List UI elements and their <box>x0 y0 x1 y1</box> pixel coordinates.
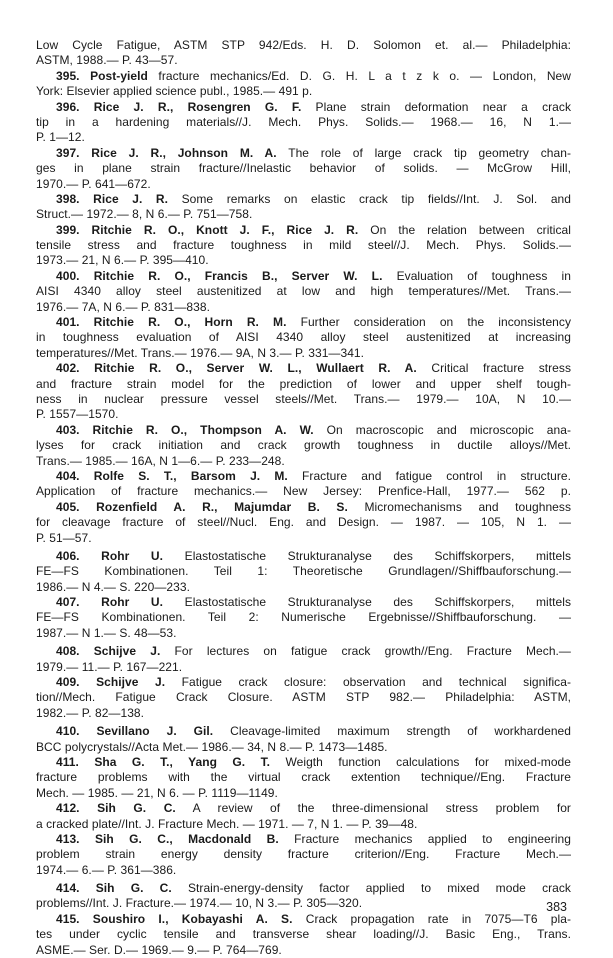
reference-text: a cracked plate//Int. J. Fracture Mech. — 1971. — 7, N 1. — P. 39—48. <box>36 816 418 831</box>
reference-text: On macroscopic and microscopic ana- <box>313 422 571 437</box>
reference-head: 415. Soushiro I., Kobayashi A. S. <box>56 911 293 926</box>
reference-entry-cont <box>36 38 571 69</box>
reference-line <box>36 912 571 927</box>
reference-text: Fracture and fatigue control in structure. <box>287 468 571 483</box>
reference-head: 409. Schijve J. <box>56 675 166 690</box>
reference-line <box>36 500 571 515</box>
reference-text: Cleavage-limited maximum strength of workhardened <box>213 724 571 739</box>
reference-line <box>36 161 571 176</box>
reference-text: tensile stress and fracture toughness in mild steel//J. Mech. Phys. Solids.— <box>36 238 571 253</box>
reference-text: Micromechanisms and toughness <box>347 499 572 514</box>
reference-entry-411 <box>36 755 571 801</box>
reference-line <box>36 644 571 659</box>
reference-line <box>36 881 571 896</box>
reference-line <box>36 549 571 564</box>
reference-entry-395 <box>36 69 571 100</box>
reference-head: 405. Rozenfield A. R., Majumdar B. S. <box>56 499 348 514</box>
reference-entry-407 <box>36 595 571 641</box>
reference-line <box>36 346 571 361</box>
reference-line <box>36 580 571 595</box>
reference-entry-408 <box>36 644 571 675</box>
reference-line <box>36 847 571 862</box>
reference-line <box>36 207 571 222</box>
reference-text: tion//Mech. Fatigue Crack Closure. ASTM STP 982.— Philadelphia: ASTM, <box>36 690 571 705</box>
reference-text: Further consideration on the inconsistency <box>286 315 571 330</box>
reference-text: ASTM, 1988.— P. 43—57. <box>36 53 178 68</box>
reference-entry-399 <box>36 223 571 269</box>
reference-line <box>36 484 571 499</box>
reference-text: for cleavage fracture of steel//Nucl. Eng. and Design. — 1987. — 105, N 1. — <box>36 515 571 530</box>
reference-line <box>36 407 571 422</box>
reference-entry-401 <box>36 315 571 361</box>
reference-text: Evaluation of toughness in <box>382 268 571 283</box>
reference-text: problems//Int. J. Fracture.— 1974.— 10, N 3.— P. 305—320. <box>36 896 363 911</box>
reference-text: For lectures on fatigue crack growth//Eng. Fracture Mech.— <box>160 644 571 659</box>
reference-text: Fatigue crack closure: observation and technical significa- <box>165 675 571 690</box>
reference-line <box>36 690 571 705</box>
reference-text: Trans.— 1985.— 16A, N 1—6.— P. 233—248. <box>36 453 285 468</box>
reference-entry-404 <box>36 469 571 500</box>
reference-text: ges in plane strain fracture//Inelastic behavior of solids. — McGrow Hill, <box>36 161 571 176</box>
reference-line <box>36 786 571 801</box>
reference-text: tes under cyclic tensile and transverse shear loading//J. Basic Eng., Trans. <box>36 927 571 942</box>
reference-line <box>36 146 571 161</box>
reference-line <box>36 361 571 376</box>
reference-line <box>36 377 571 392</box>
reference-head: 401. Ritchie R. O., Horn R. M. <box>56 315 287 330</box>
reference-text: P. 1—12. <box>36 130 85 145</box>
reference-line <box>36 177 571 192</box>
reference-text: On the relation between critical <box>358 222 571 237</box>
reference-head: 400. Ritchie R. O., Francis B., Server W. L. <box>56 268 383 283</box>
reference-entry-403 <box>36 423 571 469</box>
reference-line <box>36 675 571 690</box>
reference-text: A review of the three-dimensional stress problem for <box>175 801 571 816</box>
reference-line <box>36 238 571 253</box>
reference-text: AISI 4340 alloy steel austenitized at low and high temperatures//Met. Trans.— <box>36 284 571 299</box>
reference-list <box>36 38 571 958</box>
reference-text: P. 51—57. <box>36 530 92 545</box>
reference-head: 396. Rice J. R., Rosengren G. F. <box>56 99 302 114</box>
reference-text: tip in a hardening materials//J. Mech. Phys. Solids.— 1968.— 16, N 1.— <box>36 114 571 129</box>
reference-text: ASME.— Ser. D.— 1969.— 9.— P. 764—769. <box>36 942 282 957</box>
reference-entry-402 <box>36 361 571 423</box>
reference-line <box>36 438 571 453</box>
reference-line <box>36 801 571 816</box>
reference-line <box>36 315 571 330</box>
reference-line <box>36 454 571 469</box>
reference-entry-396 <box>36 100 571 146</box>
reference-entry-397 <box>36 146 571 192</box>
reference-line <box>36 724 571 739</box>
reference-entry-405 <box>36 500 571 546</box>
reference-text: Plane strain deformation near a crack <box>301 99 571 114</box>
reference-line <box>36 706 571 721</box>
reference-line <box>36 531 571 546</box>
reference-line <box>36 300 571 315</box>
reference-head: 395. Post-yield <box>56 68 148 83</box>
reference-line <box>36 896 571 911</box>
reference-head: 414. Sih G. C. <box>56 881 172 896</box>
reference-line <box>36 192 571 207</box>
reference-head: 397. Rice J. R., Johnson M. A. <box>56 145 277 160</box>
reference-line <box>36 595 571 610</box>
reference-head: 407. Rohr U. <box>56 595 164 610</box>
reference-entry-410 <box>36 724 571 755</box>
reference-text: York: Elsevier applied science publ., 1985.— 491 p. <box>36 84 313 99</box>
reference-line <box>36 660 571 675</box>
reference-text: Fracture mechanics applied to engineering <box>278 831 571 846</box>
reference-text: 1976.— 7A, N 6.— P. 831—838. <box>36 299 210 314</box>
reference-line <box>36 223 571 238</box>
reference-text: Struct.— 1972.— 8, N 6.— P. 751—758. <box>36 207 253 222</box>
reference-text: Application of fracture mechanics.— New Jersey: Prenfice-Hall, 1977.— 562 p. <box>36 484 571 499</box>
reference-text: 1986.— N 4.— S. 220—233. <box>36 579 190 594</box>
reference-line <box>36 863 571 878</box>
reference-entry-413 <box>36 832 571 878</box>
reference-text: P. 1557—1570. <box>36 407 119 422</box>
reference-text: 1987.— N 1.— S. 48—53. <box>36 625 177 640</box>
reference-text: fracture problems with the virtual crack extention technique//Eng. Fracture <box>36 770 571 785</box>
reference-line <box>36 770 571 785</box>
reference-line <box>36 130 571 145</box>
reference-line <box>36 284 571 299</box>
reference-entry-409 <box>36 675 571 721</box>
reference-text: temperatures//Met. Trans.— 1976.— 9A, N 3.— P. 331—341. <box>36 345 365 360</box>
reference-line <box>36 53 571 68</box>
reference-text: 1979.— 11.— P. 167—221. <box>36 659 183 674</box>
reference-text: 1973.— 21, N 6.— P. 395—410. <box>36 253 209 268</box>
reference-text: 1974.— 6.— P. 361—386. <box>36 862 177 877</box>
reference-text: and fracture strain model for the prediction of lower and upper shelf tough- <box>36 376 571 391</box>
reference-text: 1982.— P. 82—138. <box>36 705 145 720</box>
reference-text: in toughness evaluation of AISI 4340 alloy steel austenitized at increasing <box>36 330 571 345</box>
reference-line <box>36 817 571 832</box>
reference-entry-414 <box>36 881 571 912</box>
reference-line <box>36 755 571 770</box>
reference-line <box>36 832 571 847</box>
reference-line <box>36 740 571 755</box>
reference-text: Elastostatische Strukturanalyse des Schiffskorpers, mittels <box>163 595 571 610</box>
reference-text: Elastostatische Strukturanalyse des Schiffskorpers, mittels <box>163 548 571 563</box>
reference-text: BCC polycrystals//Acta Met.— 1986.— 34, N 8.— P. 1473—1485. <box>36 739 388 754</box>
reference-head: 410. Sevillano J. Gil. <box>56 724 214 739</box>
reference-entry-398 <box>36 192 571 223</box>
reference-line <box>36 927 571 942</box>
reference-line <box>36 38 571 53</box>
reference-text: Strain-energy-density factor applied to mixed mode crack <box>171 881 571 896</box>
reference-line <box>36 943 571 958</box>
reference-entry-400 <box>36 269 571 315</box>
reference-line <box>36 515 571 530</box>
reference-text: The role of large crack tip geometry chan- <box>276 145 571 160</box>
reference-line <box>36 69 571 84</box>
reference-text: Mech. — 1985. — 21, N 6. — P. 1119—1149. <box>36 785 278 800</box>
reference-text: problem strain energy density fracture criterion//Eng. Fracture Mech.— <box>36 847 571 862</box>
reference-text: Weigth function calculations for mixed-mode <box>270 754 571 769</box>
reference-line <box>36 253 571 268</box>
reference-text: lyses for crack initiation and crack growth toughness in ductile alloys//Met. <box>36 438 571 453</box>
reference-head: 404. Rolfe S. T., Barsom J. M. <box>56 468 288 483</box>
reference-text: Low Cycle Fatigue, ASTM STP 942/Eds. H. D. Solomon et. al.— Philadelphia: <box>36 38 571 52</box>
reference-head: 402. Ritchie R. O., Server W. L., Wullaert R. A. <box>56 361 417 376</box>
reference-entry-412 <box>36 801 571 832</box>
reference-line <box>36 100 571 115</box>
reference-line <box>36 269 571 284</box>
reference-head: 406. Rohr U. <box>56 548 164 563</box>
reference-entry-406 <box>36 549 571 595</box>
reference-text: FE—FS Kombinationen. Teil 1: Theoretische Grundlagen//Shiffbauforschung.— <box>36 564 571 579</box>
reference-text: ness in nuclear pressure vessel steels//Met. Trans.— 1979.— 10A, N 10.— <box>36 391 571 406</box>
reference-line <box>36 330 571 345</box>
page-number: 383 <box>546 900 567 914</box>
reference-head: 399. Ritchie R. O., Knott J. F., Rice J. R. <box>56 222 359 237</box>
reference-head: 403. Ritchie R. O., Thompson A. W. <box>56 422 314 437</box>
reference-line <box>36 84 571 99</box>
reference-line <box>36 626 571 641</box>
reference-line <box>36 564 571 579</box>
reference-head: 408. Schijve J. <box>56 644 161 659</box>
reference-line <box>36 469 571 484</box>
reference-head: 413. Sih G. C., Macdonald B. <box>56 831 279 846</box>
reference-line <box>36 115 571 130</box>
reference-head: 412. Sih G. C. <box>56 801 176 816</box>
reference-text: fracture mechanics/Ed. D. G. H. L a t z k o. — London, New <box>147 68 571 83</box>
reference-head: 411. Sha G. T., Yang G. T. <box>56 754 271 769</box>
reference-text: Crack propagation rate in 7075—T6 pla- <box>292 911 571 926</box>
reference-entry-415 <box>36 912 571 958</box>
reference-text: Critical fracture stress <box>416 361 571 376</box>
reference-head: 398. Rice J. R. <box>56 191 169 206</box>
reference-text: Some remarks on elastic crack tip fields//Int. J. Sol. and <box>168 191 571 206</box>
reference-text: FE—FS Kombinationen. Teil 2: Numerische Ergebnisse//Shiffbauforschung. — <box>36 610 571 625</box>
reference-line <box>36 392 571 407</box>
reference-text: 1970.— P. 641—672. <box>36 176 151 191</box>
reference-line <box>36 423 571 438</box>
reference-line <box>36 610 571 625</box>
